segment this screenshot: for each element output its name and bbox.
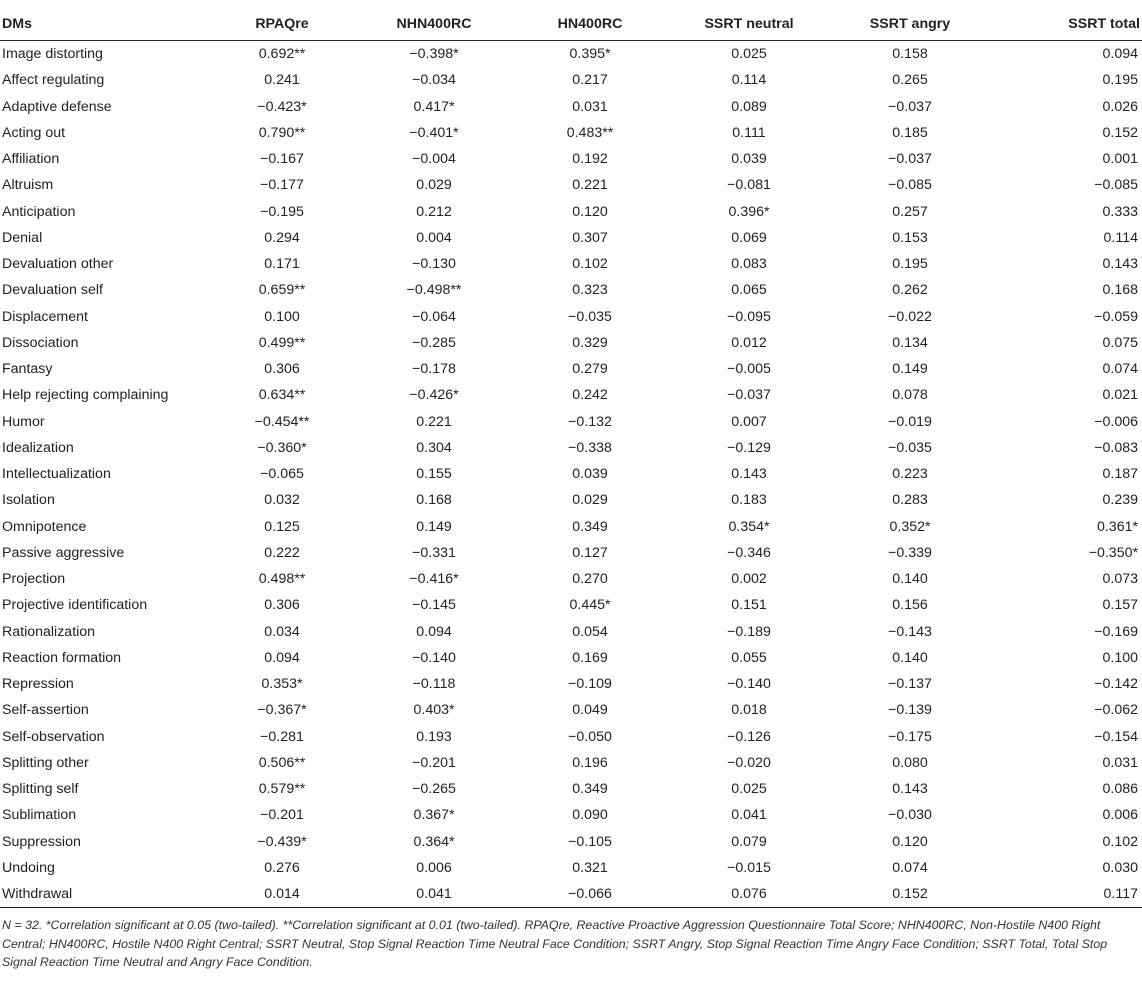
table-cell: −0.285 bbox=[412, 334, 456, 351]
table-cell: 0.242 bbox=[572, 387, 608, 404]
table-row bbox=[0, 94, 1142, 120]
table-cell: −0.439* bbox=[257, 833, 307, 850]
table-row bbox=[0, 120, 1142, 146]
row-label: Suppression bbox=[2, 833, 81, 850]
table-cell: −0.143 bbox=[888, 623, 932, 640]
table-cell: 0.031 bbox=[1102, 754, 1138, 771]
row-label: Anticipation bbox=[2, 203, 76, 220]
table-cell: 0.323 bbox=[572, 282, 608, 299]
table-row bbox=[0, 330, 1142, 356]
row-label: Acting out bbox=[2, 124, 66, 141]
table-cell: 0.034 bbox=[264, 623, 300, 640]
row-label: Image distorting bbox=[2, 46, 103, 63]
table-cell: 0.140 bbox=[892, 649, 928, 666]
table-cell: −0.022 bbox=[888, 308, 932, 325]
table-cell: 0.692** bbox=[258, 46, 306, 63]
table-cell: 0.579** bbox=[258, 781, 306, 798]
table-cell: −0.175 bbox=[888, 728, 932, 745]
table-cell: −0.201 bbox=[412, 754, 456, 771]
table-cell: −0.066 bbox=[512, 881, 668, 908]
table-cell: 0.114 bbox=[731, 72, 767, 89]
table-cell: −0.132 bbox=[568, 413, 612, 430]
table-cell: −0.154 bbox=[1094, 728, 1138, 745]
row-label: Denial bbox=[2, 229, 43, 246]
table-cell: 0.111 bbox=[732, 124, 766, 141]
table-cell: 0.498** bbox=[258, 571, 306, 588]
table-cell: −0.367* bbox=[257, 702, 307, 719]
row-label: Repression bbox=[2, 676, 74, 693]
table-cell: −0.423* bbox=[257, 98, 307, 115]
table-cell: 0.353* bbox=[261, 676, 303, 693]
table-cell: −0.019 bbox=[888, 413, 932, 430]
table-cell: −0.059 bbox=[1094, 308, 1138, 325]
table-container bbox=[0, 8, 1142, 972]
table-cell: 0.100 bbox=[264, 308, 300, 325]
row-label: Devaluation other bbox=[2, 256, 114, 273]
table-cell: 0.304 bbox=[416, 439, 452, 456]
row-label: Projective identification bbox=[2, 597, 148, 614]
row-label: Affect regulating bbox=[2, 72, 105, 89]
table-cell: 0.257 bbox=[892, 203, 928, 220]
table-cell: 0.054 bbox=[572, 623, 608, 640]
table-cell: 0.029 bbox=[572, 492, 608, 509]
table-cell: 0.307 bbox=[572, 229, 608, 246]
table-cell: 0.195 bbox=[1102, 72, 1138, 89]
table-cell: −0.178 bbox=[412, 361, 456, 378]
table-cell: 0.012 bbox=[731, 334, 767, 351]
table-cell: 0.395* bbox=[569, 46, 611, 63]
table-cell: −0.331 bbox=[412, 544, 456, 561]
column-header: SSRT angry bbox=[830, 8, 990, 41]
table-cell: 0.030 bbox=[1102, 859, 1138, 876]
table-cell: 0.143 bbox=[892, 781, 928, 798]
table-cell: 0.055 bbox=[731, 649, 767, 666]
table-cell: 0.276 bbox=[264, 859, 300, 876]
table-cell: 0.080 bbox=[892, 754, 928, 771]
table-body bbox=[0, 41, 1142, 908]
row-label: Splitting self bbox=[2, 781, 79, 798]
column-header: DMs bbox=[0, 8, 208, 41]
table-cell: 0.156 bbox=[892, 597, 928, 614]
table-cell: 0.157 bbox=[1102, 597, 1138, 614]
table-cell: −0.426* bbox=[409, 387, 459, 404]
row-label: Affiliation bbox=[2, 151, 60, 168]
table-cell: 0.155 bbox=[416, 466, 452, 483]
table-cell: 0.151 bbox=[731, 597, 767, 614]
table-cell: 0.169 bbox=[572, 649, 608, 666]
table-cell: 0.239 bbox=[1102, 492, 1138, 509]
table-cell: 0.361* bbox=[1096, 518, 1138, 535]
table-cell: 0.149 bbox=[892, 361, 928, 378]
table-cell: −0.140 bbox=[727, 676, 771, 693]
table-cell: −0.118 bbox=[412, 676, 456, 693]
table-cell: 0.102 bbox=[1102, 833, 1138, 850]
table-row bbox=[0, 881, 1142, 908]
table-row bbox=[0, 592, 1142, 618]
table-cell: 0.100 bbox=[1102, 649, 1138, 666]
table-cell: 0.041 bbox=[356, 881, 512, 908]
table-cell: 0.143 bbox=[1102, 256, 1138, 273]
table-cell: −0.416* bbox=[409, 571, 459, 588]
table-cell: 0.041 bbox=[731, 807, 767, 824]
table-row bbox=[0, 382, 1142, 408]
table-cell: 0.221 bbox=[416, 413, 452, 430]
table-cell: 0.283 bbox=[892, 492, 928, 509]
column-header: SSRT total bbox=[990, 8, 1142, 41]
table-cell: 0.094 bbox=[264, 649, 300, 666]
table-cell: 0.001 bbox=[1102, 151, 1138, 168]
table-cell: 0.032 bbox=[264, 492, 300, 509]
table-cell: 0.102 bbox=[572, 256, 608, 273]
table-row bbox=[0, 697, 1142, 723]
table-cell: 0.083 bbox=[731, 256, 767, 273]
table-cell: 0.076 bbox=[668, 881, 830, 908]
row-label: Self-assertion bbox=[2, 702, 89, 719]
table-cell: −0.177 bbox=[260, 177, 304, 194]
table-cell: 0.183 bbox=[731, 492, 767, 509]
table-cell: 0.079 bbox=[731, 833, 767, 850]
row-label: Reaction formation bbox=[2, 649, 122, 666]
table-cell: 0.007 bbox=[731, 413, 767, 430]
table-cell: 0.025 bbox=[731, 781, 767, 798]
table-row bbox=[0, 855, 1142, 881]
column-header: RPAQre bbox=[208, 8, 356, 41]
table-cell: −0.265 bbox=[412, 781, 456, 798]
table-cell: −0.105 bbox=[568, 833, 612, 850]
table-cell: −0.498** bbox=[406, 282, 462, 299]
table-cell: −0.130 bbox=[412, 256, 456, 273]
table-cell: 0.168 bbox=[1102, 282, 1138, 299]
table-cell: 0.417* bbox=[413, 98, 455, 115]
table-cell: 0.074 bbox=[1102, 361, 1138, 378]
table-row bbox=[0, 251, 1142, 277]
table-cell: −0.085 bbox=[888, 177, 932, 194]
table-cell: −0.004 bbox=[412, 151, 456, 168]
row-label: Intellectualization bbox=[2, 466, 111, 483]
table-cell: 0.217 bbox=[572, 72, 608, 89]
table-cell: −0.129 bbox=[727, 439, 771, 456]
table-cell: −0.005 bbox=[727, 361, 771, 378]
table-cell: 0.158 bbox=[892, 46, 928, 63]
table-cell: −0.145 bbox=[412, 597, 456, 614]
table-cell: 0.265 bbox=[892, 72, 928, 89]
row-label: Undoing bbox=[2, 859, 55, 876]
table-cell: −0.401* bbox=[409, 124, 459, 141]
row-label: Altruism bbox=[2, 177, 54, 194]
table-cell: 0.223 bbox=[892, 466, 928, 483]
header-row bbox=[0, 8, 1142, 41]
table-cell: 0.445* bbox=[569, 597, 611, 614]
table-cell: 0.329 bbox=[572, 334, 608, 351]
table-cell: −0.398* bbox=[409, 46, 459, 63]
table-cell: 0.117 bbox=[990, 881, 1142, 908]
table-row bbox=[0, 802, 1142, 828]
table-cell: 0.074 bbox=[892, 859, 928, 876]
table-cell: 0.014 bbox=[208, 881, 356, 908]
table-cell: −0.109 bbox=[568, 676, 612, 693]
table-cell: 0.270 bbox=[572, 571, 608, 588]
table-row bbox=[0, 776, 1142, 802]
table-cell: 0.306 bbox=[264, 597, 300, 614]
table-row bbox=[0, 514, 1142, 540]
table-cell: 0.506** bbox=[258, 754, 306, 771]
correlation-table bbox=[0, 8, 1142, 908]
column-header: SSRT neutral bbox=[668, 8, 830, 41]
table-row bbox=[0, 172, 1142, 198]
row-label: Sublimation bbox=[2, 807, 77, 824]
table-row bbox=[0, 304, 1142, 330]
table-cell: 0.025 bbox=[731, 46, 767, 63]
row-label: Projection bbox=[2, 571, 66, 588]
table-cell: 0.153 bbox=[892, 229, 928, 246]
row-label: Omnipotence bbox=[2, 518, 87, 535]
table-cell: 0.002 bbox=[731, 571, 767, 588]
table-cell: 0.321 bbox=[572, 859, 608, 876]
row-label: Passive aggressive bbox=[2, 544, 125, 561]
table-cell: −0.030 bbox=[888, 807, 932, 824]
table-cell: −0.169 bbox=[1094, 623, 1138, 640]
table-cell: 0.114 bbox=[1103, 229, 1138, 246]
table-cell: −0.006 bbox=[1094, 413, 1138, 430]
table-cell: 0.349 bbox=[572, 781, 608, 798]
table-row bbox=[0, 487, 1142, 513]
row-label: Help rejecting complaining bbox=[2, 387, 169, 404]
table-row bbox=[0, 671, 1142, 697]
table-cell: −0.281 bbox=[260, 728, 304, 745]
table-cell: 0.069 bbox=[731, 229, 767, 246]
table-cell: 0.185 bbox=[892, 124, 928, 141]
table-cell: 0.396* bbox=[728, 203, 770, 220]
table-cell: −0.142 bbox=[1094, 676, 1138, 693]
table-cell: −0.338 bbox=[568, 439, 612, 456]
table-cell: 0.094 bbox=[416, 623, 452, 640]
table-row bbox=[0, 277, 1142, 303]
table-cell: 0.352* bbox=[889, 518, 931, 535]
table-cell: 0.120 bbox=[572, 203, 608, 220]
table-cell: 0.073 bbox=[1102, 571, 1138, 588]
row-label: Rationalization bbox=[2, 623, 96, 640]
table-cell: 0.367* bbox=[413, 807, 455, 824]
table-cell: −0.064 bbox=[412, 308, 456, 325]
table-cell: 0.187 bbox=[1102, 466, 1138, 483]
table-row bbox=[0, 645, 1142, 671]
table-row bbox=[0, 619, 1142, 645]
table-cell: 0.065 bbox=[731, 282, 767, 299]
table-cell: 0.241 bbox=[264, 72, 300, 89]
table-cell: 0.196 bbox=[572, 754, 608, 771]
table-row bbox=[0, 356, 1142, 382]
table-cell: −0.095 bbox=[727, 308, 771, 325]
table-row bbox=[0, 724, 1142, 750]
table-cell: 0.193 bbox=[416, 728, 452, 745]
table-cell: 0.075 bbox=[1102, 334, 1138, 351]
row-label: Humor bbox=[2, 413, 45, 430]
row-label: Self-observation bbox=[2, 728, 105, 745]
table-cell: 0.120 bbox=[892, 833, 928, 850]
row-label: Fantasy bbox=[2, 361, 53, 378]
table-cell: −0.195 bbox=[260, 203, 304, 220]
table-cell: 0.049 bbox=[572, 702, 608, 719]
row-label: Adaptive defense bbox=[2, 98, 112, 115]
table-cell: −0.137 bbox=[888, 676, 932, 693]
table-cell: 0.026 bbox=[1102, 98, 1138, 115]
table-cell: 0.634** bbox=[258, 387, 306, 404]
table-cell: 0.333 bbox=[1102, 203, 1138, 220]
table-cell: 0.192 bbox=[572, 151, 608, 168]
table-cell: 0.364* bbox=[413, 833, 455, 850]
table-row bbox=[0, 540, 1142, 566]
table-cell: 0.094 bbox=[1102, 46, 1138, 63]
table-cell: 0.168 bbox=[416, 492, 452, 509]
table-cell: −0.346 bbox=[727, 544, 771, 561]
table-cell: 0.152 bbox=[1102, 124, 1138, 141]
row-label: Withdrawal bbox=[0, 881, 208, 908]
table-cell: 0.306 bbox=[264, 361, 300, 378]
table-row bbox=[0, 566, 1142, 592]
table-cell: −0.139 bbox=[888, 702, 932, 719]
table-cell: 0.195 bbox=[892, 256, 928, 273]
table-cell: −0.037 bbox=[888, 151, 932, 168]
table-cell: 0.349 bbox=[572, 518, 608, 535]
table-cell: 0.006 bbox=[1102, 807, 1138, 824]
row-label: Splitting other bbox=[2, 754, 89, 771]
table-cell: 0.039 bbox=[731, 151, 767, 168]
table-cell: 0.031 bbox=[572, 98, 608, 115]
table-cell: 0.171 bbox=[264, 256, 300, 273]
table-header bbox=[0, 8, 1142, 41]
table-cell: 0.152 bbox=[830, 881, 990, 908]
table-cell: 0.125 bbox=[264, 518, 300, 535]
table-row bbox=[0, 435, 1142, 461]
table-cell: 0.134 bbox=[892, 334, 928, 351]
table-cell: −0.454** bbox=[254, 413, 310, 430]
table-row bbox=[0, 409, 1142, 435]
table-cell: −0.020 bbox=[727, 754, 771, 771]
table-cell: −0.189 bbox=[727, 623, 771, 640]
table-cell: 0.029 bbox=[416, 177, 452, 194]
table-cell: 0.089 bbox=[731, 98, 767, 115]
table-row bbox=[0, 829, 1142, 855]
table-cell: 0.790** bbox=[258, 124, 306, 141]
table-cell: 0.222 bbox=[264, 544, 300, 561]
table-cell: 0.086 bbox=[1102, 781, 1138, 798]
table-row bbox=[0, 67, 1142, 93]
table-cell: 0.039 bbox=[572, 466, 608, 483]
table-row bbox=[0, 461, 1142, 487]
table-cell: 0.127 bbox=[572, 544, 608, 561]
column-header: HN400RC bbox=[512, 8, 668, 41]
table-cell: −0.201 bbox=[260, 807, 304, 824]
table-cell: 0.403* bbox=[413, 702, 455, 719]
table-row bbox=[0, 146, 1142, 172]
table-cell: −0.140 bbox=[412, 649, 456, 666]
table-row bbox=[0, 750, 1142, 776]
table-cell: −0.035 bbox=[888, 439, 932, 456]
table-cell: 0.483** bbox=[566, 124, 614, 141]
table-cell: 0.018 bbox=[731, 702, 767, 719]
row-label: Displacement bbox=[2, 308, 88, 325]
row-label: Dissociation bbox=[2, 334, 79, 351]
table-cell: 0.212 bbox=[416, 203, 452, 220]
table-cell: 0.354* bbox=[728, 518, 770, 535]
table-cell: −0.167 bbox=[260, 151, 304, 168]
table-cell: 0.090 bbox=[572, 807, 608, 824]
table-cell: −0.034 bbox=[412, 72, 456, 89]
table-cell: −0.350* bbox=[1088, 544, 1138, 561]
column-header: NHN400RC bbox=[356, 8, 512, 41]
table-cell: 0.499** bbox=[258, 334, 306, 351]
table-cell: 0.021 bbox=[1102, 387, 1138, 404]
table-cell: −0.360* bbox=[257, 439, 307, 456]
table-cell: −0.339 bbox=[888, 544, 932, 561]
table-footnote: N = 32. *Correlation significant at 0.05 (two-tailed). **Correlation significant at 0.01 (two-tailed). RPAQre, Reactive Proactive Aggression Questionnaire Total Score; NHN400RC, Non-Hostile N400 Right Central; HN400RC, Hostile N400 Right Central; SSRT Neutral, Stop Signal Reaction Time Neutral Face Condition; SSRT Angry, Stop Signal Reaction Time Angry Face Condition; SSRT Total, Total Stop Signal Reaction Time Neutral and Angry Face Condition. bbox=[2, 918, 1108, 970]
table-cell: −0.126 bbox=[727, 728, 771, 745]
table-cell: 0.149 bbox=[416, 518, 452, 535]
table-cell: −0.050 bbox=[568, 728, 612, 745]
table-row bbox=[0, 41, 1142, 68]
row-label: Idealization bbox=[2, 439, 74, 456]
table-cell: −0.037 bbox=[727, 387, 771, 404]
table-cell: −0.037 bbox=[888, 98, 932, 115]
table-cell: 0.006 bbox=[416, 859, 452, 876]
table-cell: 0.221 bbox=[572, 177, 608, 194]
table-row bbox=[0, 225, 1142, 251]
table-cell: −0.065 bbox=[260, 466, 304, 483]
table-cell: 0.140 bbox=[892, 571, 928, 588]
table-cell: −0.085 bbox=[1094, 177, 1138, 194]
table-cell: 0.294 bbox=[264, 229, 300, 246]
table-cell: 0.262 bbox=[892, 282, 928, 299]
row-label: Devaluation self bbox=[2, 282, 103, 299]
table-cell: −0.081 bbox=[727, 177, 771, 194]
table-cell: 0.279 bbox=[572, 361, 608, 378]
table-cell: 0.659** bbox=[258, 282, 306, 299]
table-row bbox=[0, 199, 1142, 225]
table-cell: −0.015 bbox=[727, 859, 771, 876]
table-cell: 0.143 bbox=[731, 466, 767, 483]
table-cell: −0.083 bbox=[1094, 439, 1138, 456]
table-cell: 0.004 bbox=[416, 229, 452, 246]
table-cell: −0.062 bbox=[1094, 702, 1138, 719]
table-cell: 0.078 bbox=[892, 387, 928, 404]
table-cell: −0.035 bbox=[568, 308, 612, 325]
row-label: Isolation bbox=[2, 492, 55, 509]
